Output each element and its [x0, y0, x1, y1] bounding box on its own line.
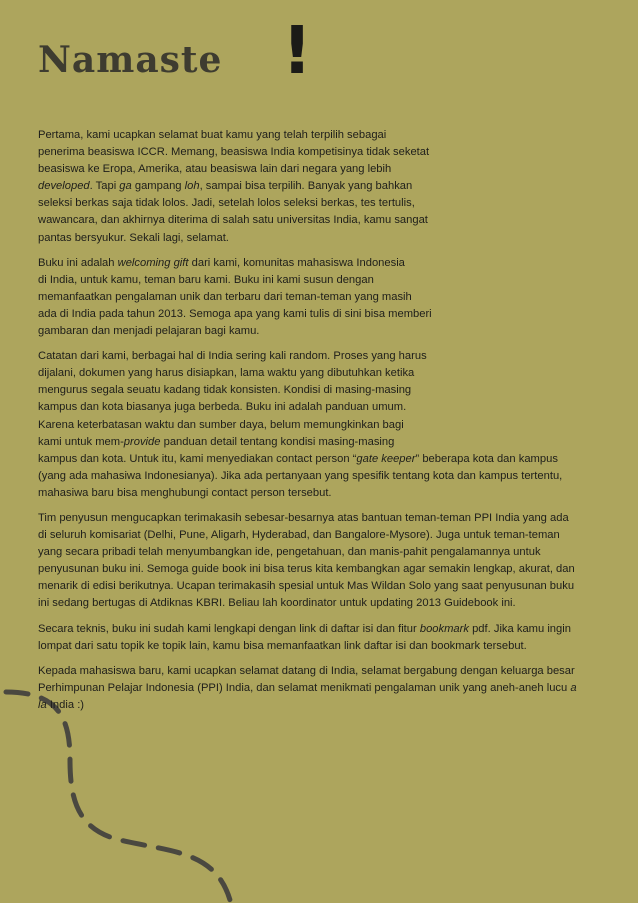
text-line: penyusunan buku ini. Semoga guide book ini bisa terus kita kembangkan agar semakin lengkap, akurat, dan [38, 563, 575, 576]
text-line: yang secara pribadi telah menyumbangkan ide, pengetahuan, dan manis-pahit pengalamannya untuk [38, 546, 541, 559]
text-line: dijalani, dokumen yang harus disiapkan, lama waktu yang dibutuhkan ketika [38, 367, 415, 380]
text-line: la India :) [38, 698, 85, 711]
text-line: di India, untuk kamu, teman baru kami. Buku ini kami susun dengan [38, 273, 374, 286]
text-line: di seluruh komisariat (Delhi, Pune, Aligarh, Hyderabad, dan Bangalore-Mysore). Juga untuk teman-teman [38, 529, 560, 542]
text-line: mengurus segala seuatu kadang tidak konsisten. Kondisi di masing-masing [38, 384, 412, 397]
text-line: lompat dari satu topik ke topik lain, kamu bisa memanfaatkan link daftar isi dan bookmark tersebut. [38, 639, 527, 652]
text-line: Kepada mahasiswa baru, kami ucapkan selamat datang di India, selamat bergabung dengan keluarga besar [38, 664, 575, 677]
text-line: mahasiwa baru bisa menghubungi contact person tersebut. [38, 486, 332, 499]
text-line: wawancara, dan akhirnya diterima di salah satu universitas India, kamu sangat [38, 214, 428, 227]
text-line: kami untuk mem-provide panduan detail tentang kondisi masing-masing [38, 435, 395, 448]
text-line: Catatan dari kami, berbagai hal di India sering kali random. Proses yang harus [38, 350, 427, 363]
paragraph [38, 663, 602, 714]
text-line: penerima beasiswa ICCR. Memang, beasiswa India kompetisinya tidak seketat [38, 146, 430, 159]
paragraph [38, 255, 602, 340]
paragraph [38, 621, 602, 655]
title-exclamation: ! [282, 12, 313, 89]
text-line: developed. Tapi ga gampang loh, sampai bisa terpilih. Banyak yang bahkan [38, 180, 413, 193]
text-line: Tim penyusun mengucapkan terimakasih sebesar-besarnya atas bantuan teman-teman PPI India yang ada [38, 511, 569, 524]
text-line: Pertama, kami ucapkan selamat buat kamu yang telah terpilih sebagai [38, 129, 387, 141]
text-line: Secara teknis, buku ini sudah kami lengkapi dengan link di daftar isi dan fitur bookmark pdf. Jika kamu ingin [38, 622, 571, 635]
body-text [38, 127, 602, 722]
text-line: Perhimpunan Pelajar Indonesia (PPI) India, dan selamat menikmati pengalaman unik yang aneh-aneh lucu a [38, 681, 577, 694]
text-line: kampus dan kota biasanya juga berbeda. Buku ini adalah panduan umum. [38, 401, 407, 414]
text-line: ini sedang bertugas di Atdiknas KBRI. Beliau lah koordinator untuk updating 2013 Guidebook ini. [38, 597, 516, 610]
text-line: Karena keterbatasan waktu dan sumber daya, belum memungkinkan bagi [38, 418, 404, 431]
text-line: pantas bersyukur. Sekali lagi, selamat. [38, 231, 229, 244]
text-line: beasiswa ke Eropa, Amerika, atau beasiswa lain dari negara yang lebih [38, 163, 392, 176]
text-line: kampus dan kota. Untuk itu, kami menyediakan contact person “gate keeper” beberapa kota dan kampus [38, 452, 558, 465]
text-line: memanfaatkan pengalaman unik dan terbaru dari teman-teman yang masih [38, 290, 412, 303]
text-line: (yang ada mahasiwa Indonesianya). Jika ada pertanyaan yang spesifik tentang kota dan kampus tertentu, [38, 469, 563, 482]
paragraph [38, 510, 602, 613]
paragraph [38, 127, 602, 247]
title-word: Namaste [38, 39, 223, 81]
text-line: ada di India pada tahun 2013. Semoga apa yang kami tulis di sini bisa memberi [38, 307, 432, 320]
text-line: menarik di edisi berikutnya. Ucapan terimakasih spesial untuk Mas Wildan Solo yang saat penyusunan buku [38, 580, 575, 593]
text-line: gambaran dan menjadi pelajaran bagi kamu. [38, 325, 260, 338]
text-line: seleksi berkas saja tidak lolos. Jadi, setelah lolos seleksi berkas, tes tertulis, [38, 197, 415, 210]
text-line: Buku ini adalah welcoming gift dari kami, komunitas mahasiswa Indonesia [38, 256, 405, 269]
paragraph [38, 348, 602, 502]
